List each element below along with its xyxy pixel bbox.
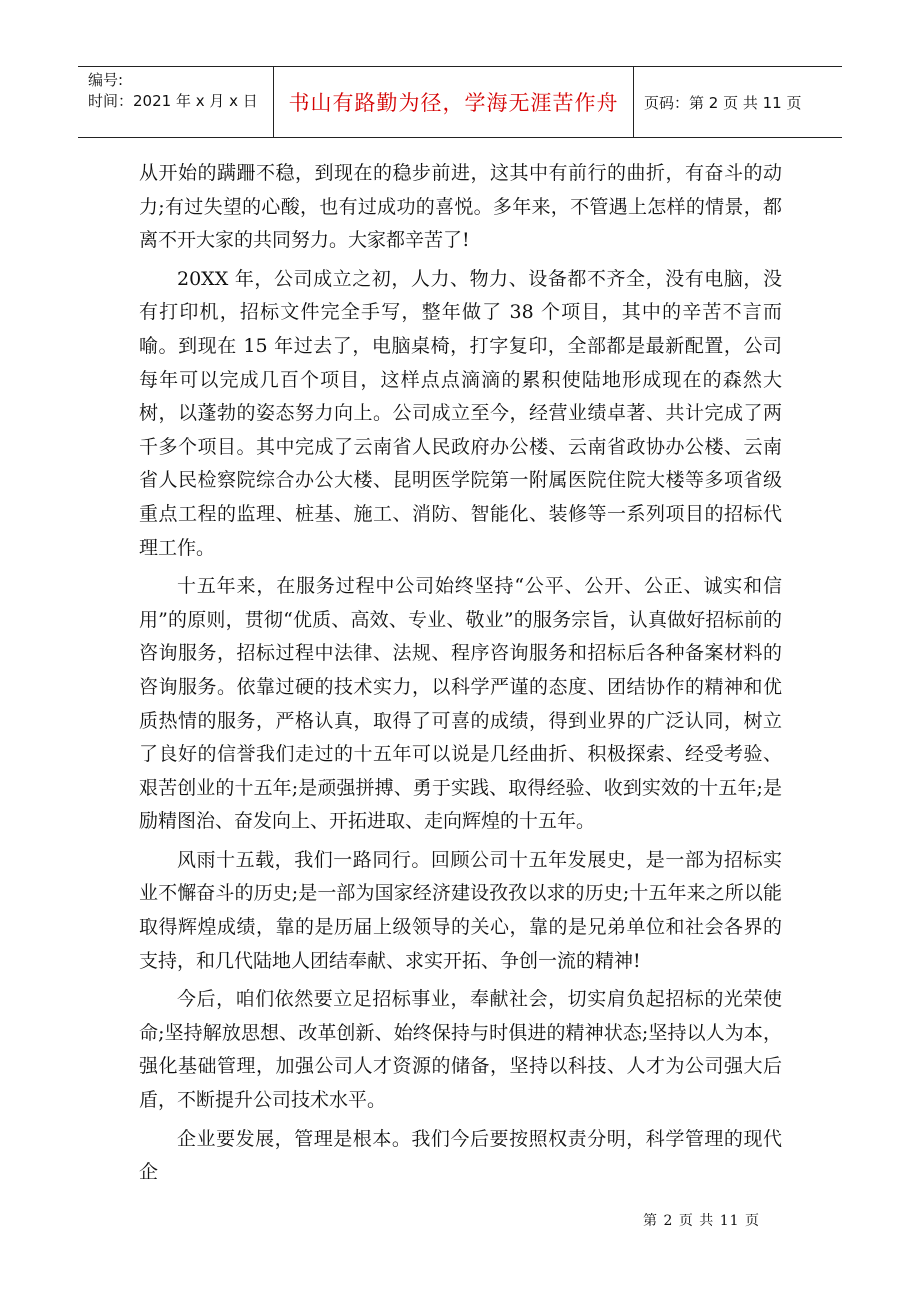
paragraph-6: 企业要发展，管理是根本。我们今后要按照权责分明，科学管理的现代企 bbox=[139, 1127, 782, 1184]
page-header bbox=[78, 66, 842, 138]
paragraph-5: 今后，咱们依然要立足招标事业，奉献社会，切实肩负起招标的光荣使命;坚持解放思想、改革创新、始终保持与时俱进的精神状态;坚持以人为本，强化基础管理，加强公司人才资源的储备，坚持以科技、人才为公司强大后盾，不断提升公司技术水平。 bbox=[139, 988, 782, 1112]
header-motto: 书山有路勤为径，学海无涯苦作舟 bbox=[274, 67, 634, 137]
header-page-number: 页码：第 2 页 共 11 页 bbox=[644, 93, 802, 112]
serial-number-label: 编号: bbox=[88, 71, 124, 89]
paragraph-4: 风雨十五载，我们一路同行。回顾公司十五年发展史，是一部为招标实业不懈奋斗的历史;是一部为国家经济建设孜孜以求的历史;十五年来之所以能取得辉煌成绩，靠的是历届上级领导的关心，靠的是兄弟单位和社会各界的支持，和几代陆地人团结奉献、求实开拓、争创一流的精神! bbox=[139, 848, 782, 972]
paragraph-1: 从开始的蹒跚不稳，到现在的稳步前进，这其中有前行的曲折，有奋斗的动力;有过失望的心酸，也有过成功的喜悦。多年来，不管遇上怎样的情景，都离不开大家的共同努力。大家都辛苦了! bbox=[139, 162, 782, 252]
document-body bbox=[139, 157, 782, 1195]
page-footer: 第 2 页 共 11 页 bbox=[643, 1213, 760, 1229]
date-label: 时间：2021 年 x 月 x 日 bbox=[88, 92, 258, 110]
header-meta bbox=[78, 67, 274, 137]
paragraph-3: 十五年来，在服务过程中公司始终坚持“公平、公开、公正、诚实和信用”的原则，贯彻“优质、高效、专业、敬业”的服务宗旨，认真做好招标前的咨询服务，招标过程中法律、法规、程序咨询服务和招标后各种备案材料的咨询服务。依靠过硬的技术实力，以科学严谨的态度、团结协作的精神和优质热情的服务，严格认真，取得了可喜的成绩，得到业界的广泛认同，树立了良好的信誉我们走过的十五年可以说是几经曲折、积极探索、经受考验、艰苦创业的十五年;是顽强拼搏、勇于实践、取得经验、收到实效的十五年;是励精图治、奋发向上、开拓进取、走向辉煌的十五年。 bbox=[139, 575, 782, 833]
paragraph-2: 20XX 年，公司成立之初，人力、物力、设备都不齐全，没有电脑，没有打印机，招标文件完全手写，整年做了 38 个项目，其中的辛苦不言而喻。到现在 15 年过去了，电脑桌椅，打字复印，全部都是最新配置，公司每年可以完成几百个项目，这样点点滴滴的累积使陆地形成现在的森然大树，以蓬勃的姿态努力向上。公司成立至今，经营业绩卓著、共计完成了两千多个项目。其中完成了云南省人民政府办公楼、云南省政协办公楼、云南省人民检察院综合办公大楼、昆明医学院第一附属医院住院大楼等多项省级重点工程的监理、桩基、施工、消防、智能化、装修等一系列项目的招标代理工作。 bbox=[139, 267, 782, 559]
